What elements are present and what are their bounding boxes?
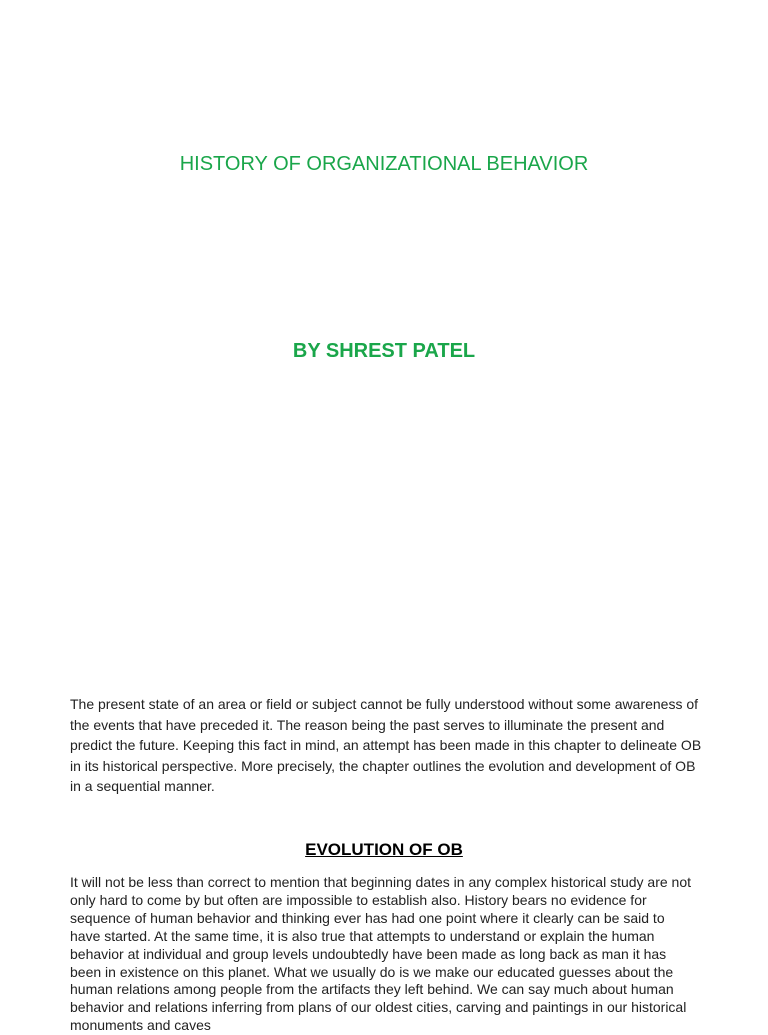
section-paragraph: It will not be less than correct to mention that beginning dates in any complex historical study are not only hard to come by but often are impossible to establish also. History bears no evidence for sequence of human behavior and thinking ever has had one point where it clearly can be said to have started. At the same time, it is also true that attempts to understand or explain the human behavior at individual and group levels undoubtedly have been made as long back as man it has been in existence on this planet. What we usually do is we make our educated guesses about the human relations among people from the artifacts they left behind. We can say much about human behavior and relations inferring from plans of our oldest cities, carving and paintings in our historical monuments and caves [70, 874, 692, 1034]
author-line: BY SHREST PATEL [292, 340, 476, 362]
intro-paragraph: The present state of an area or field or subject cannot be fully understood without some awareness of the events that have preceded it. The reason being the past serves to illuminate the present and predict the future. Keeping this fact in mind, an attempt has been made in this chapter to delineate OB in its historical perspective. More precisely, the chapter outlines the evolution and development of OB in a sequential manner. [70, 696, 702, 795]
section-heading: EVOLUTION OF OB [305, 840, 463, 859]
document-title: HISTORY OF ORGANIZATIONAL BEHAVIOR [179, 153, 589, 175]
